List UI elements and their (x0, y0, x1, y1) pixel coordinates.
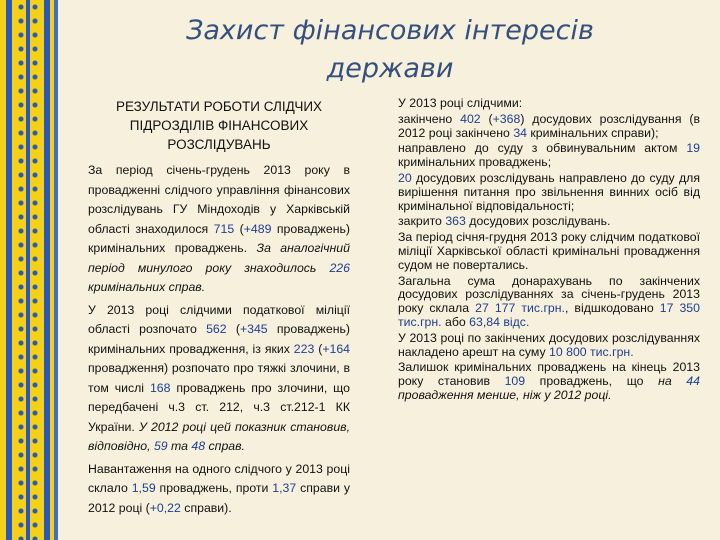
text: ( (226, 322, 240, 336)
slide-title-line-1: Захист фінансових інтересів (186, 15, 594, 46)
value: 168 (149, 380, 171, 395)
text: направлено до суду з обвинувальним актом (398, 141, 687, 156)
italic-text: У 2012 році цей показник становив, відповідно, (88, 419, 350, 453)
section-heading-line-2: ПІДРОЗДІЛІВ ФІНАНСОВИХ (129, 118, 309, 133)
paragraph-proceedings (88, 161, 350, 298)
paragraph-sent-to-court (398, 142, 700, 170)
value: 10 800 тис.грн. (549, 344, 634, 359)
value: 17 350 тис.грн. (398, 301, 700, 329)
left-column (88, 97, 350, 521)
value: 20 (398, 170, 412, 185)
text: проваджень) кримінальних провадження, із яких (88, 322, 350, 356)
text: справи у 2012 році ( (88, 481, 351, 515)
value: 223 (293, 341, 315, 356)
value: +164 (322, 341, 351, 356)
value: +489 (243, 221, 272, 236)
value: +368 (492, 111, 521, 126)
paragraph-release (398, 172, 700, 213)
paragraph-completed (398, 113, 700, 141)
italic-text: провадження менше, ніж у 2012 році. (398, 387, 612, 402)
ukrainian-embroidery-ornament (0, 0, 58, 540)
text: справи). (180, 500, 232, 515)
paragraph-started-cases (88, 301, 350, 457)
text: Загальна сума донарахувань по закінчених досудових розслідуваннях за січень-грудень 2013 року склала (398, 273, 700, 316)
text: ( (234, 221, 244, 236)
text: провадження) розпочато про тяжкі злочини, в том числі (88, 361, 350, 395)
text: кримінальних справи); (527, 125, 659, 140)
value: 1,37 (272, 481, 297, 495)
text: кримінальних проваджень; (398, 155, 552, 170)
section-heading-line-3: РОЗСЛІДУВАНЬ (167, 137, 271, 152)
value: 363 (445, 214, 466, 229)
intro-line (398, 97, 700, 111)
text: досудових розслідувань. (465, 214, 611, 229)
text: проваджень про злочини, що передбачені ч.3 ст. 212, ч.3 ст.212-1 КК України. (88, 380, 350, 434)
text: У 2013 році по закінчених досудових розслідуваннях накладено арешт на суму (398, 330, 700, 359)
value: 402 (460, 111, 481, 126)
text: За період січня-грудня 2013 року слідчим податкової міліції Харківської області кримінальні провадження судом не повертались. (398, 230, 700, 272)
value: 1,59 (131, 481, 156, 495)
value: 34 (513, 125, 528, 140)
paragraph-remaining (398, 361, 700, 402)
text: У 2013 році слідчими податкової міліції області розпочато (88, 302, 350, 336)
paragraph-arrest (398, 332, 700, 360)
text: ( (480, 111, 493, 126)
italic-text: на (658, 374, 687, 389)
text: досудових розслідувань направлено до суду для вирішення питання про звільнення винних осіб від кримінальної відповідальності; (398, 170, 700, 213)
section-heading-line-1: РЕЗУЛЬТАТИ РОБОТИ СЛІДЧИХ (115, 99, 323, 114)
text: або (441, 314, 470, 329)
value: 226 (329, 260, 350, 275)
value: 63,84 відс. (469, 314, 530, 329)
text: ( (314, 341, 323, 356)
italic-text: кримінальних справ. (88, 280, 206, 294)
value: +0,22 (149, 500, 181, 515)
value: 562 (206, 322, 227, 336)
value: +345 (239, 322, 268, 336)
italic-text: справ. (205, 439, 245, 453)
text: Навантаження на одного слідчого у 2013 році склало (88, 461, 350, 495)
section-heading (88, 97, 350, 154)
text: За період січень-грудень 2013 року в провадженні слідчого управління фінансових розслідувань ГУ Міндоходів у Харківській області знаходилося (88, 163, 350, 236)
value: 59 (153, 439, 168, 453)
value: 48 (191, 439, 206, 453)
text: проваджень, проти (155, 481, 273, 495)
text: У 2013 році слідчими: (398, 96, 523, 110)
text: закрито (398, 214, 446, 229)
text: Залишок кримінальних проваджень на кінець 2013 року становив (398, 360, 700, 389)
slide-title-line-2: держави (326, 53, 454, 84)
text: проваджень, що (525, 374, 659, 389)
right-column (398, 97, 700, 405)
text: проваджень) кримінальних проваджень. (88, 221, 350, 255)
text: ) досудових розслідування (в 2012 році закінчено (398, 111, 701, 140)
value: 715 (213, 221, 235, 236)
paragraph-workload (88, 460, 350, 519)
paragraph-additional-charges (398, 275, 700, 330)
value: 44 (686, 374, 700, 389)
text: , відшкодовано (564, 301, 660, 316)
paragraph-not-returned (398, 231, 700, 272)
italic-text: За аналогічний період минулого року знаходилось (88, 241, 350, 275)
italic-text: та (167, 439, 192, 453)
value: 19 (686, 141, 700, 156)
paragraph-closed (398, 215, 700, 229)
value: 27 177 тис.грн. (475, 301, 565, 316)
slide-title (80, 12, 700, 88)
value: 109 (504, 374, 526, 389)
text: закінчено (398, 111, 461, 126)
